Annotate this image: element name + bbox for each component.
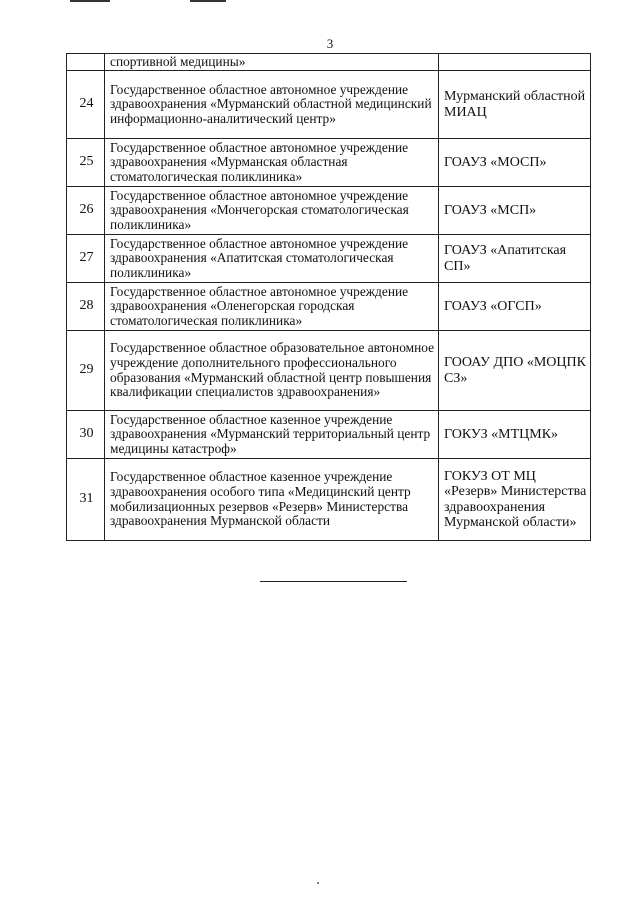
- institution-short-name: ГОАУЗ «МОСП»: [439, 138, 591, 186]
- table-row: [67, 410, 591, 458]
- institution-full-name: Государственное областное автономное учреждение здравоохранения «Апатитская стоматологическая поликлиника»: [105, 234, 439, 282]
- table-row: [67, 70, 591, 138]
- institution-short-name: ГОКУЗ ОТ МЦ «Резерв» Министерства здравоохранения Мурманской области»: [439, 458, 591, 540]
- page-number: 3: [326, 36, 334, 51]
- row-number: 31: [67, 458, 105, 540]
- row-number: 28: [67, 282, 105, 330]
- table-row: [67, 330, 591, 410]
- row-number: [67, 54, 105, 71]
- row-number: 24: [67, 70, 105, 138]
- institution-full-name: Государственное областное казенное учреждение здравоохранения «Мурманский территориальный центр медицины катастроф»: [105, 410, 439, 458]
- institution-full-name: Государственное областное автономное учреждение здравоохранения «Мурманский областной медицинский информационно-аналитический центр»: [105, 70, 439, 138]
- top-edge-marks: [0, 0, 640, 4]
- table-row: [67, 282, 591, 330]
- institution-short-name: ГОАУЗ «ОГСП»: [439, 282, 591, 330]
- table-row: [67, 138, 591, 186]
- table-row: [67, 186, 591, 234]
- institution-full-name: Государственное областное казенное учреждение здравоохранения особого типа «Медицинский центр мобилизационных резервов «Резерв» Министерства здравоохранения Мурманской области: [105, 458, 439, 540]
- row-number: 26: [67, 186, 105, 234]
- scan-speck: [317, 882, 319, 884]
- institution-full-name: Государственное областное образовательное автономное учреждение дополнительного профессионального образования «Мурманский областной центр повышения квалификации специалистов здравоохранения»: [105, 330, 439, 410]
- institutions-table: [66, 53, 591, 541]
- row-number: 30: [67, 410, 105, 458]
- row-number: 27: [67, 234, 105, 282]
- institution-short-name: ГОКУЗ «МТЦМК»: [439, 410, 591, 458]
- end-of-document-rule: [260, 581, 407, 582]
- institution-full-name: Государственное областное автономное учреждение здравоохранения «Мурманская областная стоматологическая поликлиника»: [105, 138, 439, 186]
- institution-full-name: спортивной медицины»: [105, 54, 439, 71]
- institution-full-name: Государственное областное автономное учреждение здравоохранения «Мончегорская стоматологическая поликлиника»: [105, 186, 439, 234]
- top-edge-mark: [190, 0, 226, 2]
- institution-short-name: ГОАУЗ «МСП»: [439, 186, 591, 234]
- institution-short-name: ГООАУ ДПО «МОЦПК СЗ»: [439, 330, 591, 410]
- institution-short-name: Мурманский областной МИАЦ: [439, 70, 591, 138]
- table-row: [67, 458, 591, 540]
- institution-short-name: [439, 54, 591, 71]
- institution-short-name: ГОАУЗ «Апатитская СП»: [439, 234, 591, 282]
- table-row: [67, 54, 591, 71]
- row-number: 29: [67, 330, 105, 410]
- row-number: 25: [67, 138, 105, 186]
- top-edge-mark: [70, 0, 110, 2]
- table-row: [67, 234, 591, 282]
- institution-full-name: Государственное областное автономное учреждение здравоохранения «Оленегорская городская стоматологическая поликлиника»: [105, 282, 439, 330]
